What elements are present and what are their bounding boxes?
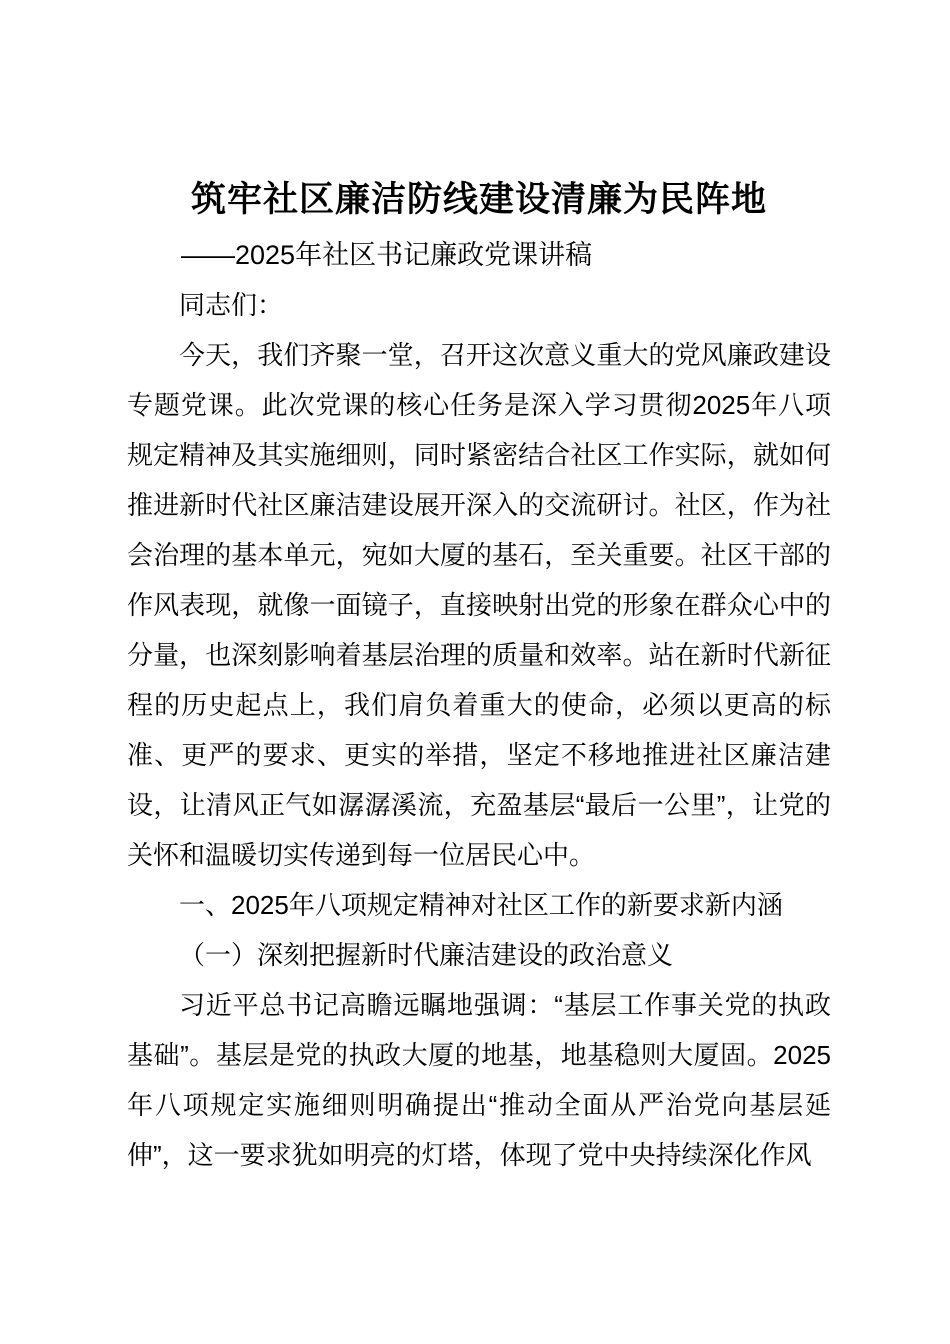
opening-paragraph: 今天，我们齐聚一堂，召开这次意义重大的党风廉政建设专题党课。此次党课的核心任务是深入学习贯彻2025年八项规定精神及其实施细则，同时紧密结合社区工作实际，就如何推进新时代社区廉洁建设展开深入的交流研讨。社区，作为社会治理的基本单元，宛如大厦的基石，至关重要。社区干部的作风表现，就像一面镜子，直接映射出党的形象在群众心中的分量，也深刻影响着基层治理的质量和效率。站在新时代新征程的历史起点上，我们肩负着重大的使命，必须以更高的标准、更严的要求、更实的举措，坚定不移地推进社区廉洁建设，让清风正气如潺潺溪流，充盈基层“最后一公里”，让党的关怀和温暖切实传递到每一位居民心中。	[127, 340, 831, 870]
document-subtitle: ——2025年社区书记廉政党课讲稿	[181, 240, 593, 270]
salutation-line: 同志们：	[179, 290, 284, 320]
document-title: 筑牢社区廉洁防线建设清廉为民阵地	[190, 180, 767, 219]
subsection-heading-1-1: （一）深刻把握新时代廉洁建设的政治意义	[179, 940, 674, 970]
body-paragraph-2: 习近平总书记高瞻远瞩地强调：“基层工作事关党的执政基础”。基层是党的执政大厦的地基，地基稳则大厦固。2025年八项规定实施细则明确提出“推动全面从严治党向基层延伸”，这一要求犹如明亮的灯塔，体现了党中央持续深化作风	[127, 990, 831, 1170]
section-heading-1: 一、2025年八项规定精神对社区工作的新要求新内涵	[179, 890, 783, 920]
